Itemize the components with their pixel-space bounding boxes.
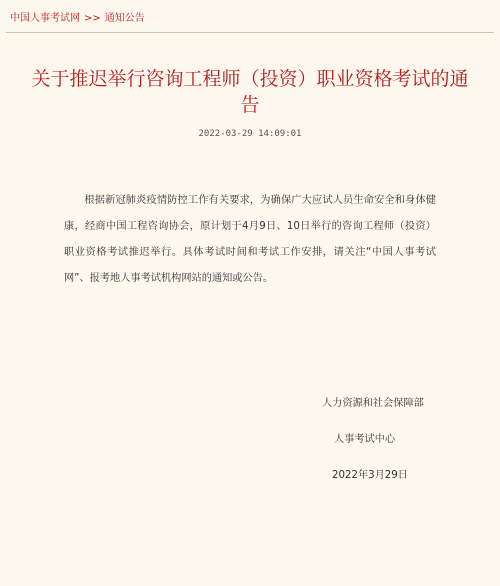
announcement-body: 根据新冠肺炎疫情防控工作有关要求，为确保广大应试人员生命安全和身体健康，经商中国工程咨询协会，原计划于4月9日、10日举行的咨询工程师（投资）职业资格考试推迟举行。具体考试时间和考试工作安排，请关注“中国人事考试网”、报考地人事考试机构网站的通知或公告。 (64, 195, 436, 284)
breadcrumb-home-link[interactable]: 中国人事考试网 (10, 13, 80, 24)
header-divider (6, 32, 494, 33)
breadcrumb-separator: >> (84, 13, 101, 24)
breadcrumb-current-link[interactable]: 通知公告 (104, 13, 145, 24)
signature-center: 人事考试中心 (334, 434, 396, 445)
signature-organization: 人力资源和社会保障部 (322, 398, 424, 409)
breadcrumb (10, 12, 145, 26)
page-title: 关于推迟举行咨询工程师（投资）职业资格考试的通告 (31, 68, 469, 116)
signature-date: 2022年3月29日 (332, 470, 408, 481)
publish-datetime: 2022-03-29 14:09:01 (198, 129, 302, 139)
